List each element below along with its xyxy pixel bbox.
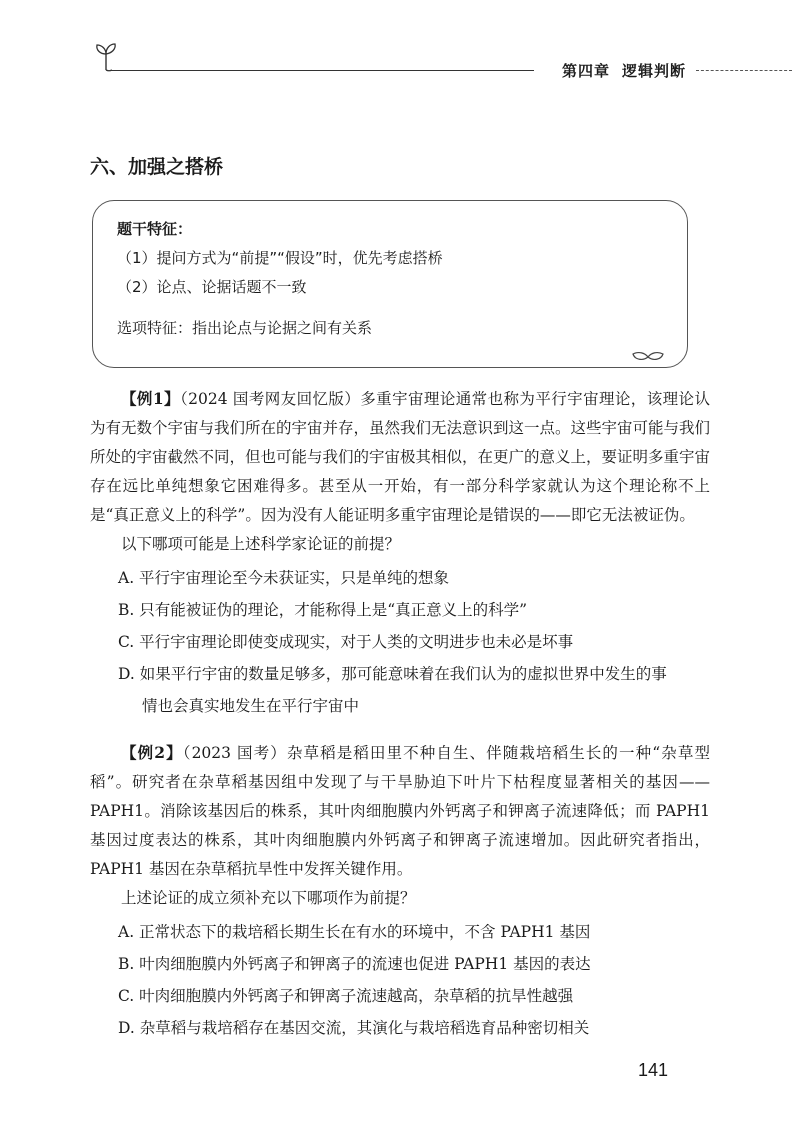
example-1 (90, 384, 710, 722)
chapter-heading (562, 60, 686, 81)
example-label: 【例2】 (121, 743, 183, 762)
option-feature: 选项特征：指出论点与论据之间有关系 (117, 319, 373, 337)
stem-feature-item: （2）论点、论据话题不一致 (117, 278, 307, 296)
feature-box (92, 200, 688, 368)
option-d[interactable]: D. 杂草稻与栽培稻存在基因交流，其演化与栽培稻选育品种密切相关 (118, 1019, 590, 1037)
example-2-passage (90, 738, 710, 884)
option-list (90, 916, 710, 1044)
option-b[interactable]: B. 只有能被证伪的理论，才能称得上是“真正意义上的科学” (118, 601, 528, 619)
option-c[interactable]: C. 平行宇宙理论即使变成现实，对于人类的文明进步也未必是坏事 (118, 633, 574, 651)
section-title: 六、加强之搭桥 (90, 156, 224, 178)
passage-text: （2023 国考）杂草稻是稻田里不种自生、伴随栽培稻生长的一种“杂草型稻”。研究者在杂草稻基因组中发现了与干旱胁迫下叶片下枯程度显著相关的基因——PAPH1。消除该基因后的株系，其叶肉细胞膜内外钙离子和钾离子流速降低；而 PAPH1 基因过度表达的株系，其叶肉细胞膜内外钙离子和钾离子流速增加。因此研究者指出，PAPH1 基因在杂草稻抗旱性中发挥关键作用。 (90, 744, 710, 878)
header-rule (110, 70, 534, 71)
sprout-icon (92, 40, 120, 72)
chapter-title: 逻辑判断 (622, 62, 687, 80)
question-prompt: 以下哪项可能是上述科学家论证的前提？ (121, 535, 401, 553)
example-label: 【例1】 (121, 389, 180, 408)
example-1-passage (90, 384, 710, 530)
option-d-continued: 情也会真实地发生在平行宇宙中 (142, 697, 360, 715)
option-a[interactable]: A. 平行宇宙理论至今未获证实，只是单纯的想象 (118, 569, 450, 587)
page-number: 141 (638, 1060, 669, 1080)
chapter-number: 第四章 (562, 62, 611, 80)
question-prompt: 上述论证的成立须补充以下哪项作为前提？ (121, 889, 416, 907)
option-list (90, 562, 710, 722)
leaf-icon (631, 345, 665, 363)
stem-feature-item: （1）提问方式为“前提”“假设”时，优先考虑搭桥 (117, 249, 443, 267)
stem-feature-heading: 题干特征： (117, 220, 193, 238)
option-d[interactable]: D. 如果平行宇宙的数量足够多，那可能意味着在我们认为的虚拟世界中发生的事 (118, 665, 667, 683)
example-2 (90, 738, 710, 1044)
option-a[interactable]: A. 正常状态下的栽培稻长期生长在有水的环境中，不含 PAPH1 基因 (118, 923, 591, 941)
header-rule-right (696, 70, 792, 71)
passage-text: （2024 国考网友回忆版）多重宇宙理论通常也称为平行宇宙理论，该理论认为有无数个宇宙与我们所在的宇宙并存，虽然我们无法意识到这一点。这些宇宙可能与我们所处的宇宙截然不同，但也可能与我们的宇宙极其相似，在更广的意义上，要证明多重宇宙存在远比单纯想象它困难得多。甚至从一开始，有一部分科学家就认为这个理论称不上是“真正意义上的科学”。因为没有人能证明多重宇宙理论是错误的——即它无法被证伪。 (90, 390, 711, 524)
page-header (0, 0, 800, 100)
option-c[interactable]: C. 叶肉细胞膜内外钙离子和钾离子流速越高，杂草稻的抗旱性越强 (118, 987, 574, 1005)
option-b[interactable]: B. 叶肉细胞膜内外钙离子和钾离子的流速也促进 PAPH1 基因的表达 (118, 955, 591, 973)
